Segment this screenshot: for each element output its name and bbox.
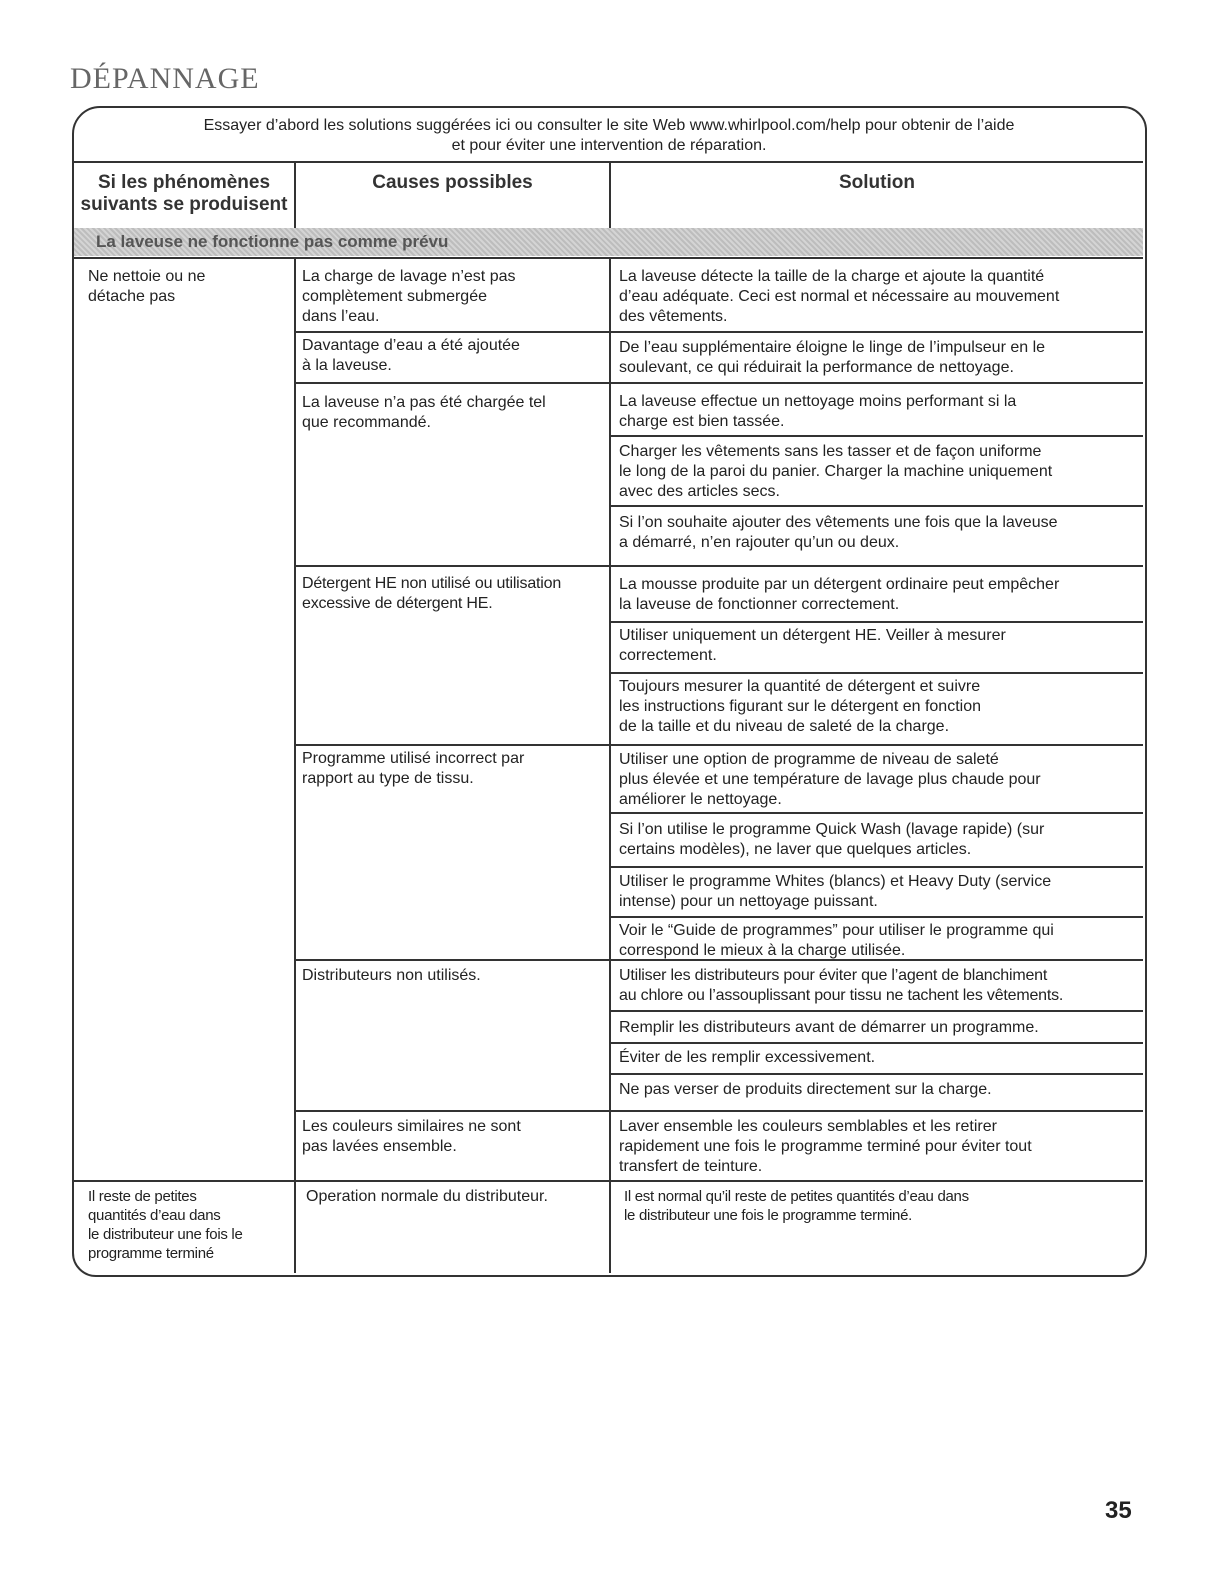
solution-divider <box>610 1180 1143 1182</box>
cause-divider <box>295 565 611 567</box>
solution-divider <box>610 382 1143 384</box>
solution-cell: La laveuse détecte la taille de la charge et ajoute la quantité d’eau adéquate. Ceci est normal et nécessaire au mouvement des vêtements. <box>619 268 1060 325</box>
header-causes: Causes possibles <box>372 172 533 193</box>
solution-cell: Remplir les distributeurs avant de démarrer un programme. <box>619 1019 1039 1036</box>
cause-cell: Les couleurs similaires ne sont pas lavées ensemble. <box>302 1118 521 1155</box>
solution-cell: De l’eau supplémentaire éloigne le linge de l’impulseur en le soulevant, ce qui réduirait la performance de nettoyage. <box>619 339 1046 376</box>
solution-divider <box>610 812 1143 814</box>
solution-cell: Toujours mesurer la quantité de détergent et suivre les instructions figurant sur le détergent en fonction de la taille et du niveau de saleté de la charge. <box>619 678 981 735</box>
solution-cell: Utiliser uniquement un détergent HE. Veiller à mesurer correctement. <box>619 627 1006 664</box>
solution-cell: Éviter de les remplir excessivement. <box>619 1049 876 1066</box>
solution-cell: Voir le “Guide de programmes” pour utiliser le programme qui correspond le mieux à la charge utilisée. <box>619 922 1054 959</box>
cause-cell: Davantage d’eau a été ajoutée à la laveuse. <box>302 337 520 374</box>
solution-divider <box>610 916 1143 918</box>
solution-divider <box>610 1010 1143 1012</box>
solution-cell: La laveuse effectue un nettoyage moins performant si la charge est bien tassée. <box>619 393 1017 430</box>
solution-cell: Si l’on utilise le programme Quick Wash (lavage rapide) (sur certains modèles), ne laver que quelques articles. <box>619 821 1045 858</box>
cause-cell: Distributeurs non utilisés. <box>302 967 481 984</box>
solution-cell: Utiliser le programme Whites (blancs) et Heavy Duty (service intense) pour un nettoyage puissant. <box>619 873 1052 910</box>
symptom-divider <box>74 1180 294 1182</box>
header-solution: Solution <box>839 172 915 193</box>
column-divider-2 <box>609 258 611 1273</box>
solution-divider <box>610 331 1143 333</box>
solution-divider <box>610 1042 1143 1044</box>
solution-divider <box>610 621 1143 623</box>
header-divider <box>72 161 1143 163</box>
page-number: 35 <box>1105 1497 1132 1524</box>
cause-divider <box>295 382 611 384</box>
cause-cell: Operation normale du distributeur. <box>306 1188 548 1205</box>
header-symptom: Si les phénomènes suivants se produisent <box>80 172 288 215</box>
symptom-cell: Il reste de petites quantités d’eau dans le distributeur une fois le programme terminé <box>88 1188 243 1262</box>
solution-cell: Utiliser les distributeurs pour éviter que l’agent de blanchiment au chlore ou l’assouplissant pour tissu ne tachent les vêtements. <box>619 967 1064 1004</box>
solution-cell: Laver ensemble les couleurs semblables et les retirer rapidement une fois le programme terminé pour éviter tout transfert de teinture. <box>619 1118 1032 1175</box>
symptom-cell: Ne nettoie ou ne détache pas <box>88 268 206 305</box>
solution-cell: Charger les vêtements sans les tasser et de façon uniforme le long de la paroi du panier. Charger la machine uniquement avec des articles secs. <box>619 443 1053 500</box>
cause-cell: La charge de lavage n’est pas complètement submergée dans l’eau. <box>302 268 516 325</box>
intro-line-2: et pour éviter une intervention de réparation. <box>451 137 767 154</box>
solution-divider <box>610 1073 1143 1075</box>
solution-divider <box>610 1110 1143 1112</box>
cause-cell: Détergent HE non utilisé ou utilisation excessive de détergent HE. <box>302 575 562 612</box>
cause-divider <box>295 1180 611 1182</box>
solution-divider <box>610 672 1143 674</box>
section-title: La laveuse ne fonctionne pas comme prévu <box>96 232 449 251</box>
page-title: DÉPANNAGE <box>70 62 260 95</box>
solution-cell: Il est normal qu’il reste de petites quantités d’eau dans le distributeur une fois le programme terminé. <box>624 1188 969 1224</box>
solution-cell: Utiliser une option de programme de niveau de saleté plus élevée et une température de lavage plus chaude pour améliorer le nettoyage. <box>619 751 1041 808</box>
solution-cell: La mousse produite par un détergent ordinaire peut empêcher la laveuse de fonctionner correctement. <box>619 576 1060 613</box>
cause-divider <box>295 1110 611 1112</box>
solution-cell: Ne pas verser de produits directement sur la charge. <box>619 1081 992 1098</box>
solution-divider <box>610 744 1143 746</box>
cause-divider <box>295 959 611 961</box>
solution-divider <box>610 866 1143 868</box>
cause-cell: Programme utilisé incorrect par rapport au type de tissu. <box>302 750 525 787</box>
cause-divider <box>295 744 611 746</box>
solution-divider <box>610 435 1143 437</box>
section-divider <box>74 257 1143 259</box>
intro-line-1: Essayer d’abord les solutions suggérées ici ou consulter le site Web www.whirlpool.com/help pour obtenir de l’aide <box>203 117 1015 134</box>
cause-divider <box>295 331 611 333</box>
solution-cell: Si l’on souhaite ajouter des vêtements une fois que la laveuse a démarré, n’en rajouter qu’un ou deux. <box>619 514 1058 551</box>
column-divider-1 <box>294 258 296 1273</box>
cause-cell: La laveuse n’a pas été chargée tel que recommandé. <box>302 394 546 431</box>
solution-divider <box>610 505 1143 507</box>
section-band <box>74 228 1143 256</box>
solution-divider <box>610 565 1143 567</box>
intro-text <box>80 116 1138 156</box>
